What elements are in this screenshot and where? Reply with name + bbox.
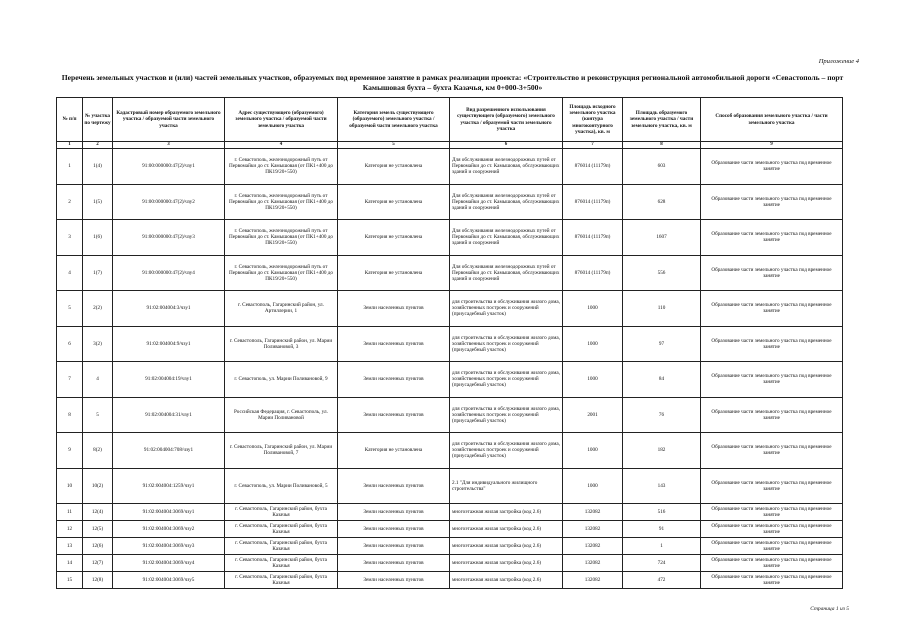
permitted-use-cell: многоэтажная жилая застройка (код 2.6): [450, 555, 563, 572]
cadastral-number-cell: 91:00:000000:47(2)/чзу3: [113, 220, 225, 256]
formed-area-cell: 724: [623, 555, 701, 572]
cadastral-number-cell: 91:02:004004:708/чзу1: [113, 433, 225, 469]
formation-method-cell: Образование части земельного участка под временное занятие: [701, 468, 843, 504]
plot-number-cell: 2(2): [83, 291, 113, 327]
row-number-cell: 14: [57, 555, 83, 572]
table-header: [57, 98, 843, 149]
cadastral-number-cell: 91:02:004004:3069/чзу3: [113, 538, 225, 555]
cadastral-number-cell: 91:02:004004:3069/чзу5: [113, 572, 225, 589]
formed-area-cell: 182: [623, 433, 701, 469]
cadastral-number-cell: 91:02:004004:3069/чзу4: [113, 555, 225, 572]
formed-area-cell: 143: [623, 468, 701, 504]
row-number-cell: 15: [57, 572, 83, 589]
row-number-cell: 10: [57, 468, 83, 504]
plot-number-cell: 1(4): [83, 149, 113, 185]
table-row: [57, 149, 843, 185]
formation-method-cell: Образование части земельного участка под временное занятие: [701, 255, 843, 291]
table-row: [57, 433, 843, 469]
land-category-cell: Земли населенных пунктов: [338, 362, 450, 398]
column-number: 1: [57, 142, 83, 149]
permitted-use-cell: Для обслуживания железнодорожных путей от Первомайки до ст. Камышовая, обслуживающих зданий и сооружений: [450, 149, 563, 185]
column-number: 9: [701, 142, 843, 149]
address-cell: г. Севастополь, Гагаринский район, ул. Марии Поливановой, 3: [225, 326, 338, 362]
table-row: [57, 504, 843, 521]
address-cell: г. Севастополь, Гагаринский район, бухта Казачья: [225, 521, 338, 538]
land-category-cell: Категория не установлена: [338, 184, 450, 220]
row-number-cell: 11: [57, 504, 83, 521]
address-cell: г. Севастополь, Гагаринский район, бухта Казачья: [225, 538, 338, 555]
row-number-cell: 6: [57, 326, 83, 362]
permitted-use-cell: многоэтажная жилая застройка (код 2.6): [450, 504, 563, 521]
formation-method-cell: Образование части земельного участка под временное занятие: [701, 521, 843, 538]
cadastral-number-cell: 91:00:000000:47(2)/чзу2: [113, 184, 225, 220]
formed-area-cell: 110: [623, 291, 701, 327]
plot-number-cell: 1(7): [83, 255, 113, 291]
column-number-row: [57, 142, 843, 149]
page-counter: Страница 1 из 5: [810, 606, 849, 612]
formation-method-cell: Образование части земельного участка под временное занятие: [701, 291, 843, 327]
cadastral-number-cell: 91:02:004004:3069/чзу1: [113, 504, 225, 521]
column-number: 5: [338, 142, 450, 149]
row-number-cell: 7: [57, 362, 83, 398]
address-cell: г. Севастополь, Гагаринский район, ул. Марии Поливановой, 7: [225, 433, 338, 469]
permitted-use-cell: многоэтажная жилая застройка (код 2.6): [450, 572, 563, 589]
formed-area-cell: 556: [623, 255, 701, 291]
permitted-use-cell: многоэтажная жилая застройка (код 2.6): [450, 538, 563, 555]
address-cell: г. Севастополь, железнодорожный путь от Первомайки до ст. Камышовая (от ПК1+400 до ПК19/20+550): [225, 220, 338, 256]
formed-area-cell: 91: [623, 521, 701, 538]
plot-number-cell: 12(4): [83, 504, 113, 521]
column-number: 8: [623, 142, 701, 149]
cadastral-number-cell: 91:02:004004:9/чзу1: [113, 326, 225, 362]
formation-method-cell: Образование части земельного участка под временное занятие: [701, 184, 843, 220]
permitted-use-cell: многоэтажная жилая застройка (код 2.6): [450, 521, 563, 538]
row-number-cell: 1: [57, 149, 83, 185]
plot-number-cell: 12(6): [83, 538, 113, 555]
header-cell: № участка по чертежу: [83, 98, 113, 142]
row-number-cell: 3: [57, 220, 83, 256]
source-area-cell: 1000: [563, 433, 623, 469]
address-cell: г. Севастополь, Гагаринский район, ул. Артиллерии, 1: [225, 291, 338, 327]
cadastral-number-cell: 91:02:004004:31/чзу1: [113, 397, 225, 433]
column-number: 7: [563, 142, 623, 149]
formed-area-cell: 84: [623, 362, 701, 398]
header-cell: Кадастровый номер образуемого земельного участка / образуемой части земельного участка: [113, 98, 225, 142]
source-area-cell: 132082: [563, 572, 623, 589]
cadastral-number-cell: 91:02:004004:19/чзу1: [113, 362, 225, 398]
table-row: [57, 572, 843, 589]
plot-number-cell: 12(8): [83, 572, 113, 589]
table-row: [57, 326, 843, 362]
header-cell: № п/п: [57, 98, 83, 142]
source-area-cell: 876014 (11179п): [563, 184, 623, 220]
address-cell: г. Севастополь, Гагаринский район, бухта Казачья: [225, 572, 338, 589]
cadastral-number-cell: 91:00:000000:47(2)/чзу4: [113, 255, 225, 291]
formed-area-cell: 472: [623, 572, 701, 589]
row-number-cell: 2: [57, 184, 83, 220]
formation-method-cell: Образование части земельного участка под временное занятие: [701, 362, 843, 398]
plot-number-cell: 8(2): [83, 433, 113, 469]
header-cell: Площадь образуемого земельного участка / части земельного участка, кв. м: [623, 98, 701, 142]
land-category-cell: Земли населенных пунктов: [338, 504, 450, 521]
header-cell: Способ образования земельного участка / части земельного участка: [701, 98, 843, 142]
formed-area-cell: 1: [623, 538, 701, 555]
land-category-cell: Категория не установлена: [338, 433, 450, 469]
table-row: [57, 291, 843, 327]
cadastral-number-cell: 91:00:000000:47(2)/чзу1: [113, 149, 225, 185]
source-area-cell: 876014 (11179п): [563, 255, 623, 291]
permitted-use-cell: Для обслуживания железнодорожных путей от Первомайки до ст. Камышовая, обслуживающих зданий и сооружений: [450, 184, 563, 220]
land-category-cell: Категория не установлена: [338, 220, 450, 256]
formed-area-cell: 1607: [623, 220, 701, 256]
table-row: [57, 538, 843, 555]
land-category-cell: Земли населенных пунктов: [338, 555, 450, 572]
land-plots-table: [56, 97, 843, 589]
plot-number-cell: 10(2): [83, 468, 113, 504]
table-row: [57, 468, 843, 504]
formed-area-cell: 76: [623, 397, 701, 433]
table-row: [57, 255, 843, 291]
permitted-use-cell: для строительства и обслуживания жилого дома, хозяйственных построек и сооружений (приусадебный участок): [450, 397, 563, 433]
plot-number-cell: 3(2): [83, 326, 113, 362]
cadastral-number-cell: 91:02:004004:3/чзу1: [113, 291, 225, 327]
table-body: [57, 149, 843, 589]
table-row: [57, 220, 843, 256]
cadastral-number-cell: 91:02:004004:1259/чзу1: [113, 468, 225, 504]
source-area-cell: 1000: [563, 362, 623, 398]
row-number-cell: 4: [57, 255, 83, 291]
plot-number-cell: 12(5): [83, 521, 113, 538]
formed-area-cell: 603: [623, 149, 701, 185]
plot-number-cell: 12(7): [83, 555, 113, 572]
land-category-cell: Земли населенных пунктов: [338, 538, 450, 555]
address-cell: г. Севастополь, железнодорожный путь от Первомайки до ст. Камышовая (от ПК1+400 до ПК19/20+550): [225, 255, 338, 291]
land-category-cell: Категория не установлена: [338, 255, 450, 291]
formation-method-cell: Образование части земельного участка под временное занятие: [701, 433, 843, 469]
source-area-cell: 2001: [563, 397, 623, 433]
column-number: 3: [113, 142, 225, 149]
column-number: 2: [83, 142, 113, 149]
permitted-use-cell: для строительства и обслуживания жилого дома, хозяйственных построек и сооружений (приусадебный участок): [450, 326, 563, 362]
source-area-cell: 132082: [563, 521, 623, 538]
formation-method-cell: Образование части земельного участка под временное занятие: [701, 326, 843, 362]
row-number-cell: 8: [57, 397, 83, 433]
permitted-use-cell: 2.1 "Для индивидуального жилищного строительства": [450, 468, 563, 504]
land-category-cell: Земли населенных пунктов: [338, 291, 450, 327]
row-number-cell: 5: [57, 291, 83, 327]
source-area-cell: 1000: [563, 468, 623, 504]
header-cell: Площадь исходного земельного участка (контура многоконтурного участка), кв. м: [563, 98, 623, 142]
header-cell: Категория земель существующего (образуемого) земельного участка / образуемой части земельного участка: [338, 98, 450, 142]
table-row: [57, 184, 843, 220]
header-row: [57, 98, 843, 142]
cadastral-number-cell: 91:02:004004:3069/чзу2: [113, 521, 225, 538]
row-number-cell: 13: [57, 538, 83, 555]
table-row: [57, 521, 843, 538]
land-category-cell: Земли населенных пунктов: [338, 521, 450, 538]
address-cell: г. Севастополь, Гагаринский район, бухта Казачья: [225, 504, 338, 521]
address-cell: г. Севастополь, Гагаринский район, бухта Казачья: [225, 555, 338, 572]
plot-number-cell: 5: [83, 397, 113, 433]
plot-number-cell: 4: [83, 362, 113, 398]
appendix-label: Приложение 4: [818, 58, 859, 65]
land-category-cell: Категория не установлена: [338, 149, 450, 185]
permitted-use-cell: Для обслуживания железнодорожных путей от Первомайки до ст. Камышовая, обслуживающих зданий и сооружений: [450, 255, 563, 291]
formation-method-cell: Образование части земельного участка под временное занятие: [701, 149, 843, 185]
permitted-use-cell: для строительства и обслуживания жилого дома, хозяйственных построек и сооружений (приусадебный участок): [450, 362, 563, 398]
row-number-cell: 12: [57, 521, 83, 538]
formation-method-cell: Образование части земельного участка под временное занятие: [701, 397, 843, 433]
formed-area-cell: 628: [623, 184, 701, 220]
source-area-cell: 132082: [563, 504, 623, 521]
document-title: Перечень земельных участков и (или) частей земельных участков, образуемых под временное занятие в рамках реализации проекта: «Строительство и реконструкция региональной автомобильной дороги «Севастополь – порт Камышовая бухта – бухта Казачья, км 0+000-3+500»: [61, 73, 844, 92]
permitted-use-cell: Для обслуживания железнодорожных путей от Первомайки до ст. Камышовая, обслуживающих зданий и сооружений: [450, 220, 563, 256]
source-area-cell: 132082: [563, 555, 623, 572]
address-cell: г. Севастополь, железнодорожный путь от Первомайки до ст. Камышовая (от ПК1+400 до ПК19/20+550): [225, 149, 338, 185]
table-row: [57, 362, 843, 398]
land-category-cell: Земли населенных пунктов: [338, 468, 450, 504]
address-cell: г. Севастополь, ул. Марии Поливановой, 9: [225, 362, 338, 398]
address-cell: г. Севастополь, ул. Марии Поливановой, 5: [225, 468, 338, 504]
column-number: 6: [450, 142, 563, 149]
formation-method-cell: Образование части земельного участка под временное занятие: [701, 572, 843, 589]
source-area-cell: 876014 (11179п): [563, 149, 623, 185]
table-row: [57, 397, 843, 433]
plot-number-cell: 1(6): [83, 220, 113, 256]
formation-method-cell: Образование части земельного участка под временное занятие: [701, 504, 843, 521]
header-cell: Адрес существующего (образуемого) земельного участка / образуемой части земельного участка: [225, 98, 338, 142]
land-category-cell: Земли населенных пунктов: [338, 397, 450, 433]
formation-method-cell: Образование части земельного участка под временное занятие: [701, 538, 843, 555]
land-category-cell: Земли населенных пунктов: [338, 326, 450, 362]
plot-number-cell: 1(5): [83, 184, 113, 220]
formed-area-cell: 97: [623, 326, 701, 362]
header-cell: Вид разрешенного использования существующего (образуемого) земельного участка / образуемой части земельного участка: [450, 98, 563, 142]
table-row: [57, 555, 843, 572]
source-area-cell: 132082: [563, 538, 623, 555]
row-number-cell: 9: [57, 433, 83, 469]
land-category-cell: Земли населенных пунктов: [338, 572, 450, 589]
formation-method-cell: Образование части земельного участка под временное занятие: [701, 555, 843, 572]
source-area-cell: 1000: [563, 326, 623, 362]
permitted-use-cell: для строительства и обслуживания жилого дома, хозяйственных построек и сооружений (приусадебный участок): [450, 433, 563, 469]
source-area-cell: 876014 (11179п): [563, 220, 623, 256]
formed-area-cell: 516: [623, 504, 701, 521]
address-cell: Российская Федерация, г. Севастополь, ул. Марии Поливановой: [225, 397, 338, 433]
source-area-cell: 1000: [563, 291, 623, 327]
column-number: 4: [225, 142, 338, 149]
formation-method-cell: Образование части земельного участка под временное занятие: [701, 220, 843, 256]
permitted-use-cell: для строительства и обслуживания жилого дома, хозяйственных построек и сооружений (приусадебный участок): [450, 291, 563, 327]
address-cell: г. Севастополь, железнодорожный путь от Первомайки до ст. Камышовая (от ПК1+400 до ПК19/20+550): [225, 184, 338, 220]
